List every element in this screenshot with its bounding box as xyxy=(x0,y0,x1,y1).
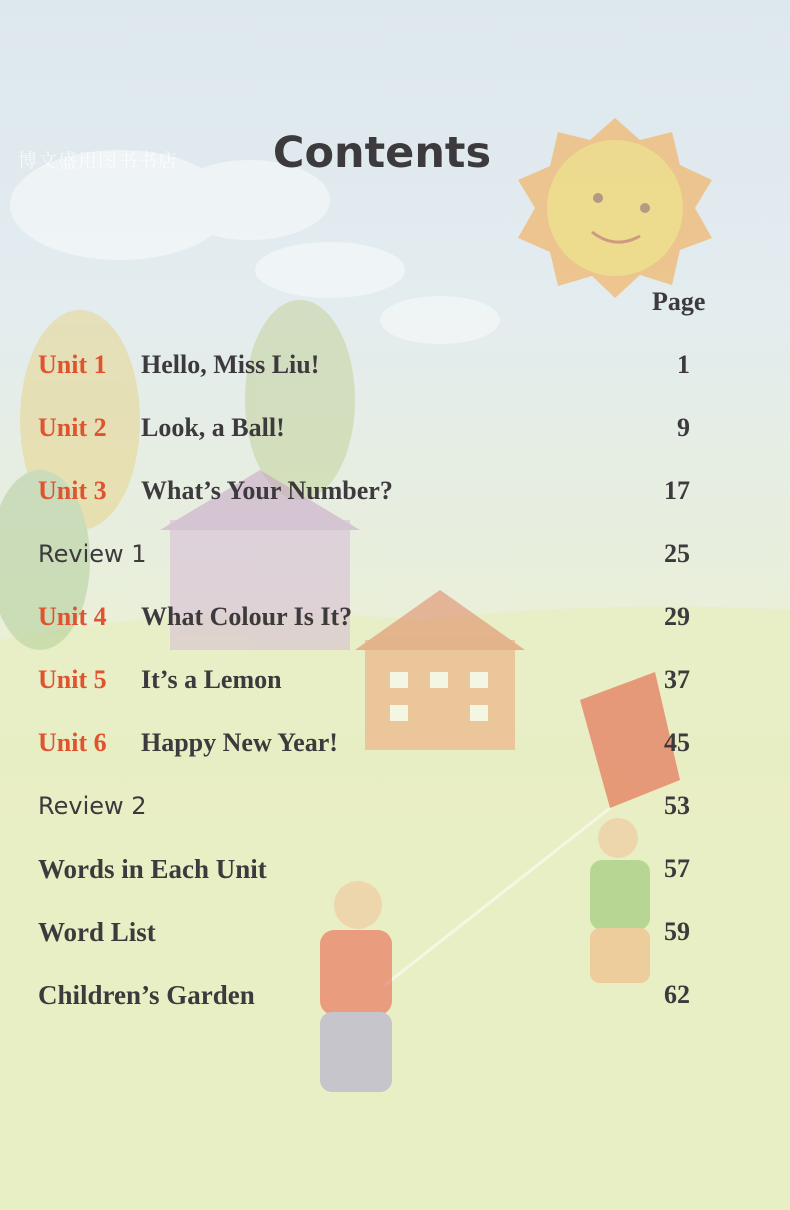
unit-label: Unit 5 xyxy=(38,665,107,694)
page-number: 9 xyxy=(677,413,690,442)
toc-entry-unit-2[interactable] xyxy=(38,413,698,453)
page-number: 53 xyxy=(664,791,690,820)
unit-title: Happy New Year! xyxy=(141,728,338,757)
unit-label: Unit 3 xyxy=(38,476,107,505)
page-column-header: Page xyxy=(652,287,706,316)
section-title: Word List xyxy=(38,917,156,947)
page-title: Contents xyxy=(272,128,492,178)
section-title: Children’s Garden xyxy=(38,980,255,1010)
toc-entry-review-1[interactable] xyxy=(38,539,698,579)
review-label: Review 1 xyxy=(38,540,147,568)
unit-label: Unit 2 xyxy=(38,413,107,442)
page-number: 45 xyxy=(664,728,690,757)
page-number: 17 xyxy=(664,476,690,505)
toc-entry-unit-4[interactable] xyxy=(38,602,698,642)
unit-title: What Colour Is It? xyxy=(141,602,353,631)
page-number: 1 xyxy=(677,350,690,379)
page-number: 57 xyxy=(664,854,690,883)
toc-entry-word-list[interactable] xyxy=(38,917,698,957)
watermark-text: 博文盛用图书书店 xyxy=(18,150,179,172)
page-number: 37 xyxy=(664,665,690,694)
unit-title: Look, a Ball! xyxy=(141,413,285,442)
toc-entry-words-in-each-unit[interactable] xyxy=(38,854,698,894)
page-number: 59 xyxy=(664,917,690,946)
unit-title: It’s a Lemon xyxy=(141,665,282,694)
toc-entry-unit-6[interactable] xyxy=(38,728,698,768)
toc-entry-unit-1[interactable] xyxy=(38,350,698,390)
unit-label: Unit 4 xyxy=(38,602,107,631)
page-number: 29 xyxy=(664,602,690,631)
unit-title: Hello, Miss Liu! xyxy=(141,350,320,379)
section-title: Words in Each Unit xyxy=(38,854,267,884)
page-number: 62 xyxy=(664,980,690,1009)
toc-entry-unit-5[interactable] xyxy=(38,665,698,705)
toc-entry-review-2[interactable] xyxy=(38,791,698,831)
unit-label: Unit 1 xyxy=(38,350,107,379)
review-label: Review 2 xyxy=(38,792,147,820)
toc-entry-unit-3[interactable] xyxy=(38,476,698,516)
unit-label: Unit 6 xyxy=(38,728,107,757)
toc-entry-childrens-garden[interactable] xyxy=(38,980,698,1020)
unit-title: What’s Your Number? xyxy=(141,476,393,505)
page-number: 25 xyxy=(664,539,690,568)
